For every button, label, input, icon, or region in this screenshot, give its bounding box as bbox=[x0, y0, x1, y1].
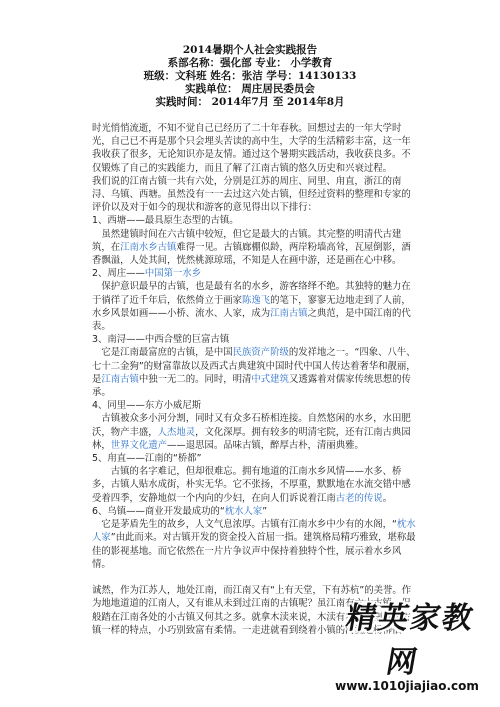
unit-line: 实践单位： 周庄居民委员会 bbox=[185, 83, 315, 95]
paragraph-text: 虽然建镇时间在六古镇中较短，但它是最大的古镇。其完整的明清代古建筑，在 bbox=[92, 228, 402, 253]
paragraph-gap bbox=[92, 571, 420, 584]
paragraph bbox=[92, 267, 420, 280]
paragraph-text: ——退思园。品味古镇，醉厚古朴，清丽典雅。 bbox=[167, 439, 364, 451]
paragraph bbox=[92, 518, 420, 571]
paragraph bbox=[92, 412, 420, 452]
paragraph bbox=[92, 452, 420, 465]
inline-link[interactable]: 世界文化遗产 bbox=[110, 439, 168, 451]
paragraph-text: 古镇的名字难记，但却很难忘。拥有地道的江南水乡风情——水多、桥多，古镇人贴水成街，朴实无华。它不张扬，不厚重，默默地在水流交错中感受着四季，安静地似一个内向的少妇，在向人们诉说着江南 bbox=[92, 466, 411, 504]
watermark-url: www.1010jiajiao.com bbox=[335, 679, 479, 693]
paragraph-text: 之典范，是中国江南的代表。 bbox=[92, 307, 411, 333]
paragraph bbox=[92, 175, 420, 215]
paragraph bbox=[92, 214, 420, 227]
paragraph-text: 古镇被众多小河分割，同时又有众多石桥相连接。自然悠闲的水乡，水田肥沃，物产丰盛， bbox=[92, 413, 411, 438]
inline-link[interactable]: 古老的传说 bbox=[335, 492, 383, 504]
paragraph-text: 难得一见。古镇廊棚似龄，两岸粉墙高耸，瓦屋倒影，酒香飘溢，人处其间，恍然桃源琼瑶，不知是人在画中游，还是画在心中移。 bbox=[92, 241, 411, 267]
paragraph-text: 。 bbox=[382, 492, 393, 504]
department-line: 系部名称：强化部 专业： 小学教育 bbox=[167, 57, 333, 69]
paragraph-text: 保护意识最早的古镇，也是最有名的水乡，游客络绎不绝。其独特的魅力在于徜徉了近千年后，依然倚立于画家 bbox=[92, 281, 411, 306]
paragraph-text: 6、乌镇——商业开发最成功的“ bbox=[92, 505, 225, 517]
inline-link[interactable]: 江南水乡古镇 bbox=[120, 241, 177, 253]
paragraph-text: 3、南浔——中西合璧的巨富古镇 bbox=[92, 334, 230, 346]
paragraph-text: ，文化深厚。拥有较多的明清宅院，还有江南古典园林， bbox=[92, 426, 411, 451]
paragraph bbox=[92, 333, 420, 346]
paragraph bbox=[92, 505, 420, 518]
site-watermark bbox=[332, 593, 482, 693]
paragraph-text: ” bbox=[262, 505, 268, 517]
paragraph-text: 2、周庄—— bbox=[92, 268, 145, 280]
inline-link[interactable]: 枕水人家 bbox=[224, 505, 263, 517]
inline-link[interactable]: 民族资产阶级 bbox=[232, 347, 289, 359]
paragraph bbox=[92, 280, 420, 333]
paragraph-text: 1、西塘——最具原生态型的古镇。 bbox=[92, 215, 239, 227]
paragraph-text: 它是江南最富庶的古镇，是中国 bbox=[92, 347, 233, 359]
paragraph-text: 的笔下，寥寥无边地走到了人前，水乡风景如画——小桥、流水、人家，成为 bbox=[92, 294, 411, 319]
watermark-title: 精英家教网 bbox=[343, 601, 478, 680]
inline-link[interactable]: 江南古镇 bbox=[101, 373, 139, 385]
paragraph-text: 5、甪直——江南的“桥都” bbox=[92, 453, 202, 465]
paragraph-text: 它是茅盾先生的故乡，人文气息浓厚。古镇有江南水乡中少有的水阁，“ bbox=[92, 519, 397, 531]
paragraph bbox=[92, 346, 420, 399]
paragraph-text: 诚然，作为江苏人，地处江南，而江南又有“上有天堂，下有苏杭”的美誉。作为地地道道的江南人，又有谁从未到过江南的古镇呢？虽江南有六大古镇，但般踏在江南各处的小古镇又何其之多。就拿木渎来说，木渎有着和江南其它古镇一样的特点，小巧别致富有柔情。一走进就看到绕着小镇的河流边杨柳依 bbox=[92, 585, 412, 636]
paragraph-text: ”由此而来。对古镇开发的资金投入首屈一指。建筑格局精巧雅致，堪称最佳的影视基地。而它依然在一片片争议声中保持着独特个性，展示着水乡风情。 bbox=[92, 532, 416, 570]
class-line: 班级：文科班 姓名：张洁 学号：14130133 bbox=[143, 70, 357, 82]
inline-link[interactable]: 江南古镇 bbox=[270, 307, 308, 319]
paragraph-text: 中独一无二的。同时，明清 bbox=[138, 373, 252, 385]
paragraph-text: 我们说的江南古镇一共有六处，分别是江苏的周庄、同里、甪直，浙江的南浔、乌镇、西塘。虽然没有一一去过这六处古镇，但经过资料的整理和专家的评价以及对于如今的现状和游客的意见得出以下排行： bbox=[92, 175, 411, 214]
paragraph bbox=[92, 465, 420, 505]
paragraph-text: 的发祥地之一。“四象、八牛、七十二金狗”的财富靠故以及西式古典建筑中国时代中国人传达着奢华和靓丽，是 bbox=[92, 347, 416, 385]
inline-link[interactable]: 人杰地灵 bbox=[157, 426, 196, 438]
inline-link[interactable]: 陈逸飞 bbox=[242, 294, 271, 306]
inline-link[interactable]: 枕水人家 bbox=[92, 519, 416, 544]
inline-link[interactable]: 中式建筑 bbox=[251, 373, 289, 385]
paragraph bbox=[92, 399, 420, 412]
report-title: 2014暑期个人社会实践报告 bbox=[182, 44, 318, 56]
report-header bbox=[0, 44, 500, 109]
report-body bbox=[92, 122, 420, 637]
paragraph-text: 4、同里——东方小威尼斯 bbox=[92, 400, 202, 412]
inline-link[interactable]: 中国第一水乡 bbox=[144, 268, 202, 280]
paragraph bbox=[92, 122, 420, 175]
time-line: 实践时间： 2014年7月 至 2014年8月 bbox=[155, 96, 345, 108]
paragraph-text: 又透露着对儒家传统思想的传承。 bbox=[92, 373, 411, 399]
paragraph-text: 时光悄悄流逝，不知不觉自己已经历了二十年春秋。回想过去的一年大学时光，自己已不再是那个只会埋头苦读的高中生，大学的生活精彩丰富，这一年我收获了很多，无论知识亦是友情。通过这个暑期实践活动，我收获良多。不仅锻炼了自己的实践能力，而且了解了江南古镇的悠久历史和兴衰过程。 bbox=[92, 123, 411, 174]
paragraph bbox=[92, 228, 420, 268]
